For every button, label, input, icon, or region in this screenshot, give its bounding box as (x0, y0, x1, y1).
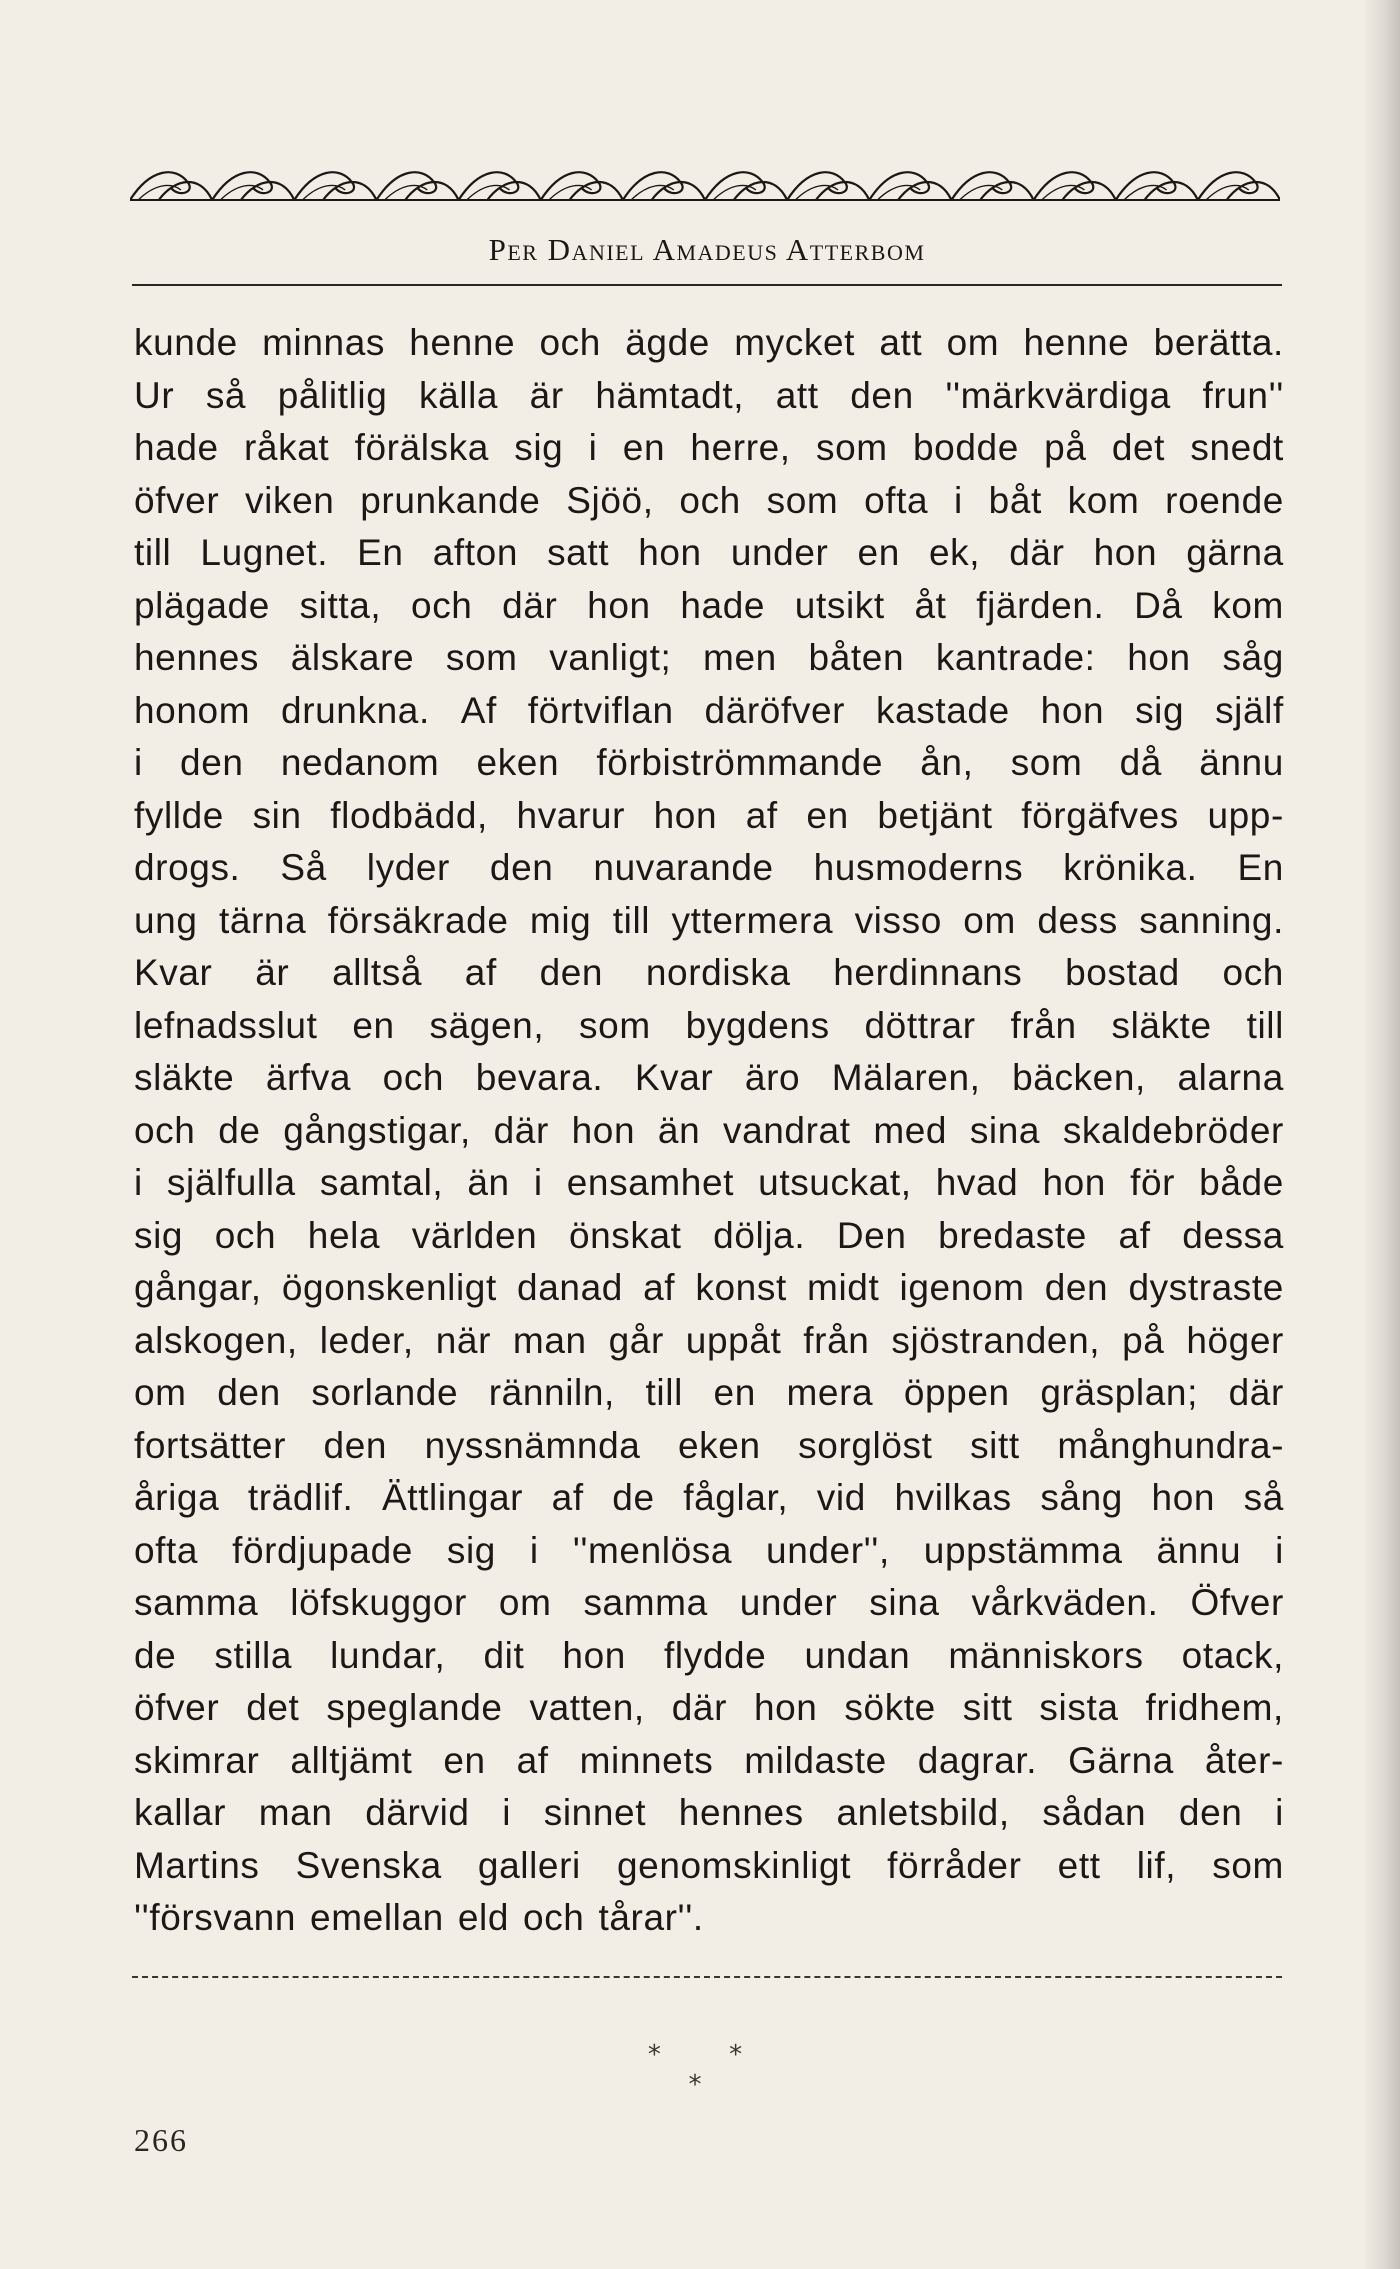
body-text (134, 317, 1284, 1945)
text-line: Ur så pålitlig källa är hämtadt, att den ''märkvärdiga frun'' (134, 374, 1284, 416)
text-line: ofta fördjupade sig i ''menlösa under'', uppstämma ännu i (134, 1529, 1284, 1571)
text-line: gångar, ögonskenligt danad af konst midt igenom den dystraste (134, 1267, 1284, 1308)
text-line: till Lugnet. En afton satt hon under en ek, där hon gärna (134, 532, 1284, 573)
text-line: Martins Svenska galleri genomskinligt förråder ett lif, som (134, 1844, 1284, 1886)
text-line: hade råkat förälska sig i en herre, som bodde på det snedt (134, 427, 1284, 468)
text-line: lefnadsslut en sägen, som bygdens döttrar från släkte till (134, 1004, 1284, 1046)
text-line: släkte ärfva och bevara. Kvar äro Mälaren, bäcken, alarna (134, 1057, 1284, 1098)
page-edge-shadow (1362, 0, 1400, 2269)
text-line: öfver viken prunkande Sjöö, och som ofta i båt kom roende (134, 479, 1284, 521)
text-line: fortsätter den nyssnämnda eken sorglöst sitt månghundra- (134, 1424, 1284, 1466)
asterism: * * * (647, 2040, 773, 2100)
text-line: hennes älskare som vanligt; men båten kantrade: hon såg (134, 637, 1284, 678)
text-line: om den sorlande ränniln, till en mera öppen gräsplan; där (134, 1372, 1284, 1413)
text-line: ''försvann emellan eld och tårar''. (134, 1897, 704, 1938)
text-line: drogs. Så lyder den nuvarande husmoderns krönika. En (134, 847, 1284, 888)
text-line: i själfulla samtal, än i ensamhet utsuckat, hvad hon för både (134, 1162, 1284, 1203)
page-number: 266 (134, 2122, 188, 2158)
text-line: sig och hela världen önskat dölja. Den bredaste af dessa (134, 1214, 1284, 1256)
text-line: åriga trädlif. Ättlingar af de fåglar, vid hvilkas sång hon så (134, 1477, 1284, 1518)
text-line: ung tärna försäkrade mig till yttermera visso om dess sanning. (134, 899, 1284, 941)
text-line: de stilla lundar, dit hon flydde undan människors otack, (134, 1634, 1284, 1676)
text-line: öfver det speglande vatten, där hon sökte sitt sista fridhem, (134, 1687, 1284, 1728)
text-line: alskogen, leder, när man går uppåt från sjöstranden, på höger (134, 1319, 1284, 1361)
text-line: kallar man därvid i sinnet hennes anletsbild, sådan den i (134, 1792, 1284, 1833)
text-line: kunde minnas henne och ägde mycket att om henne berätta. (134, 322, 1284, 363)
ornament-border-icon (130, 160, 1280, 212)
text-line: och de gångstigar, där hon än vandrat med sina skaldebröder (134, 1109, 1284, 1151)
section-divider (132, 1976, 1282, 1978)
text-line: Kvar är alltså af den nordiska herdinnans bostad och (134, 952, 1284, 993)
text-line: plägade sitta, och där hon hade utsikt åt fjärden. Då kom (134, 584, 1284, 626)
text-line: honom drunkna. Af förtviflan däröfver kastade hon sig själf (134, 689, 1284, 731)
running-head-title: Per Daniel Amadeus Atterbom (488, 232, 926, 267)
header-rule (132, 284, 1282, 286)
text-line: fyllde sin flodbädd, hvarur hon af en betjänt förgäfves upp- (134, 794, 1284, 836)
text-line: skimrar alltjämt en af minnets mildaste dagrar. Gärna åter- (134, 1739, 1284, 1781)
text-line: samma löfskuggor om samma under sina vårkväden. Öfver (134, 1582, 1284, 1623)
text-line: i den nedanom eken förbiströmmande ån, som då ännu (134, 742, 1284, 783)
